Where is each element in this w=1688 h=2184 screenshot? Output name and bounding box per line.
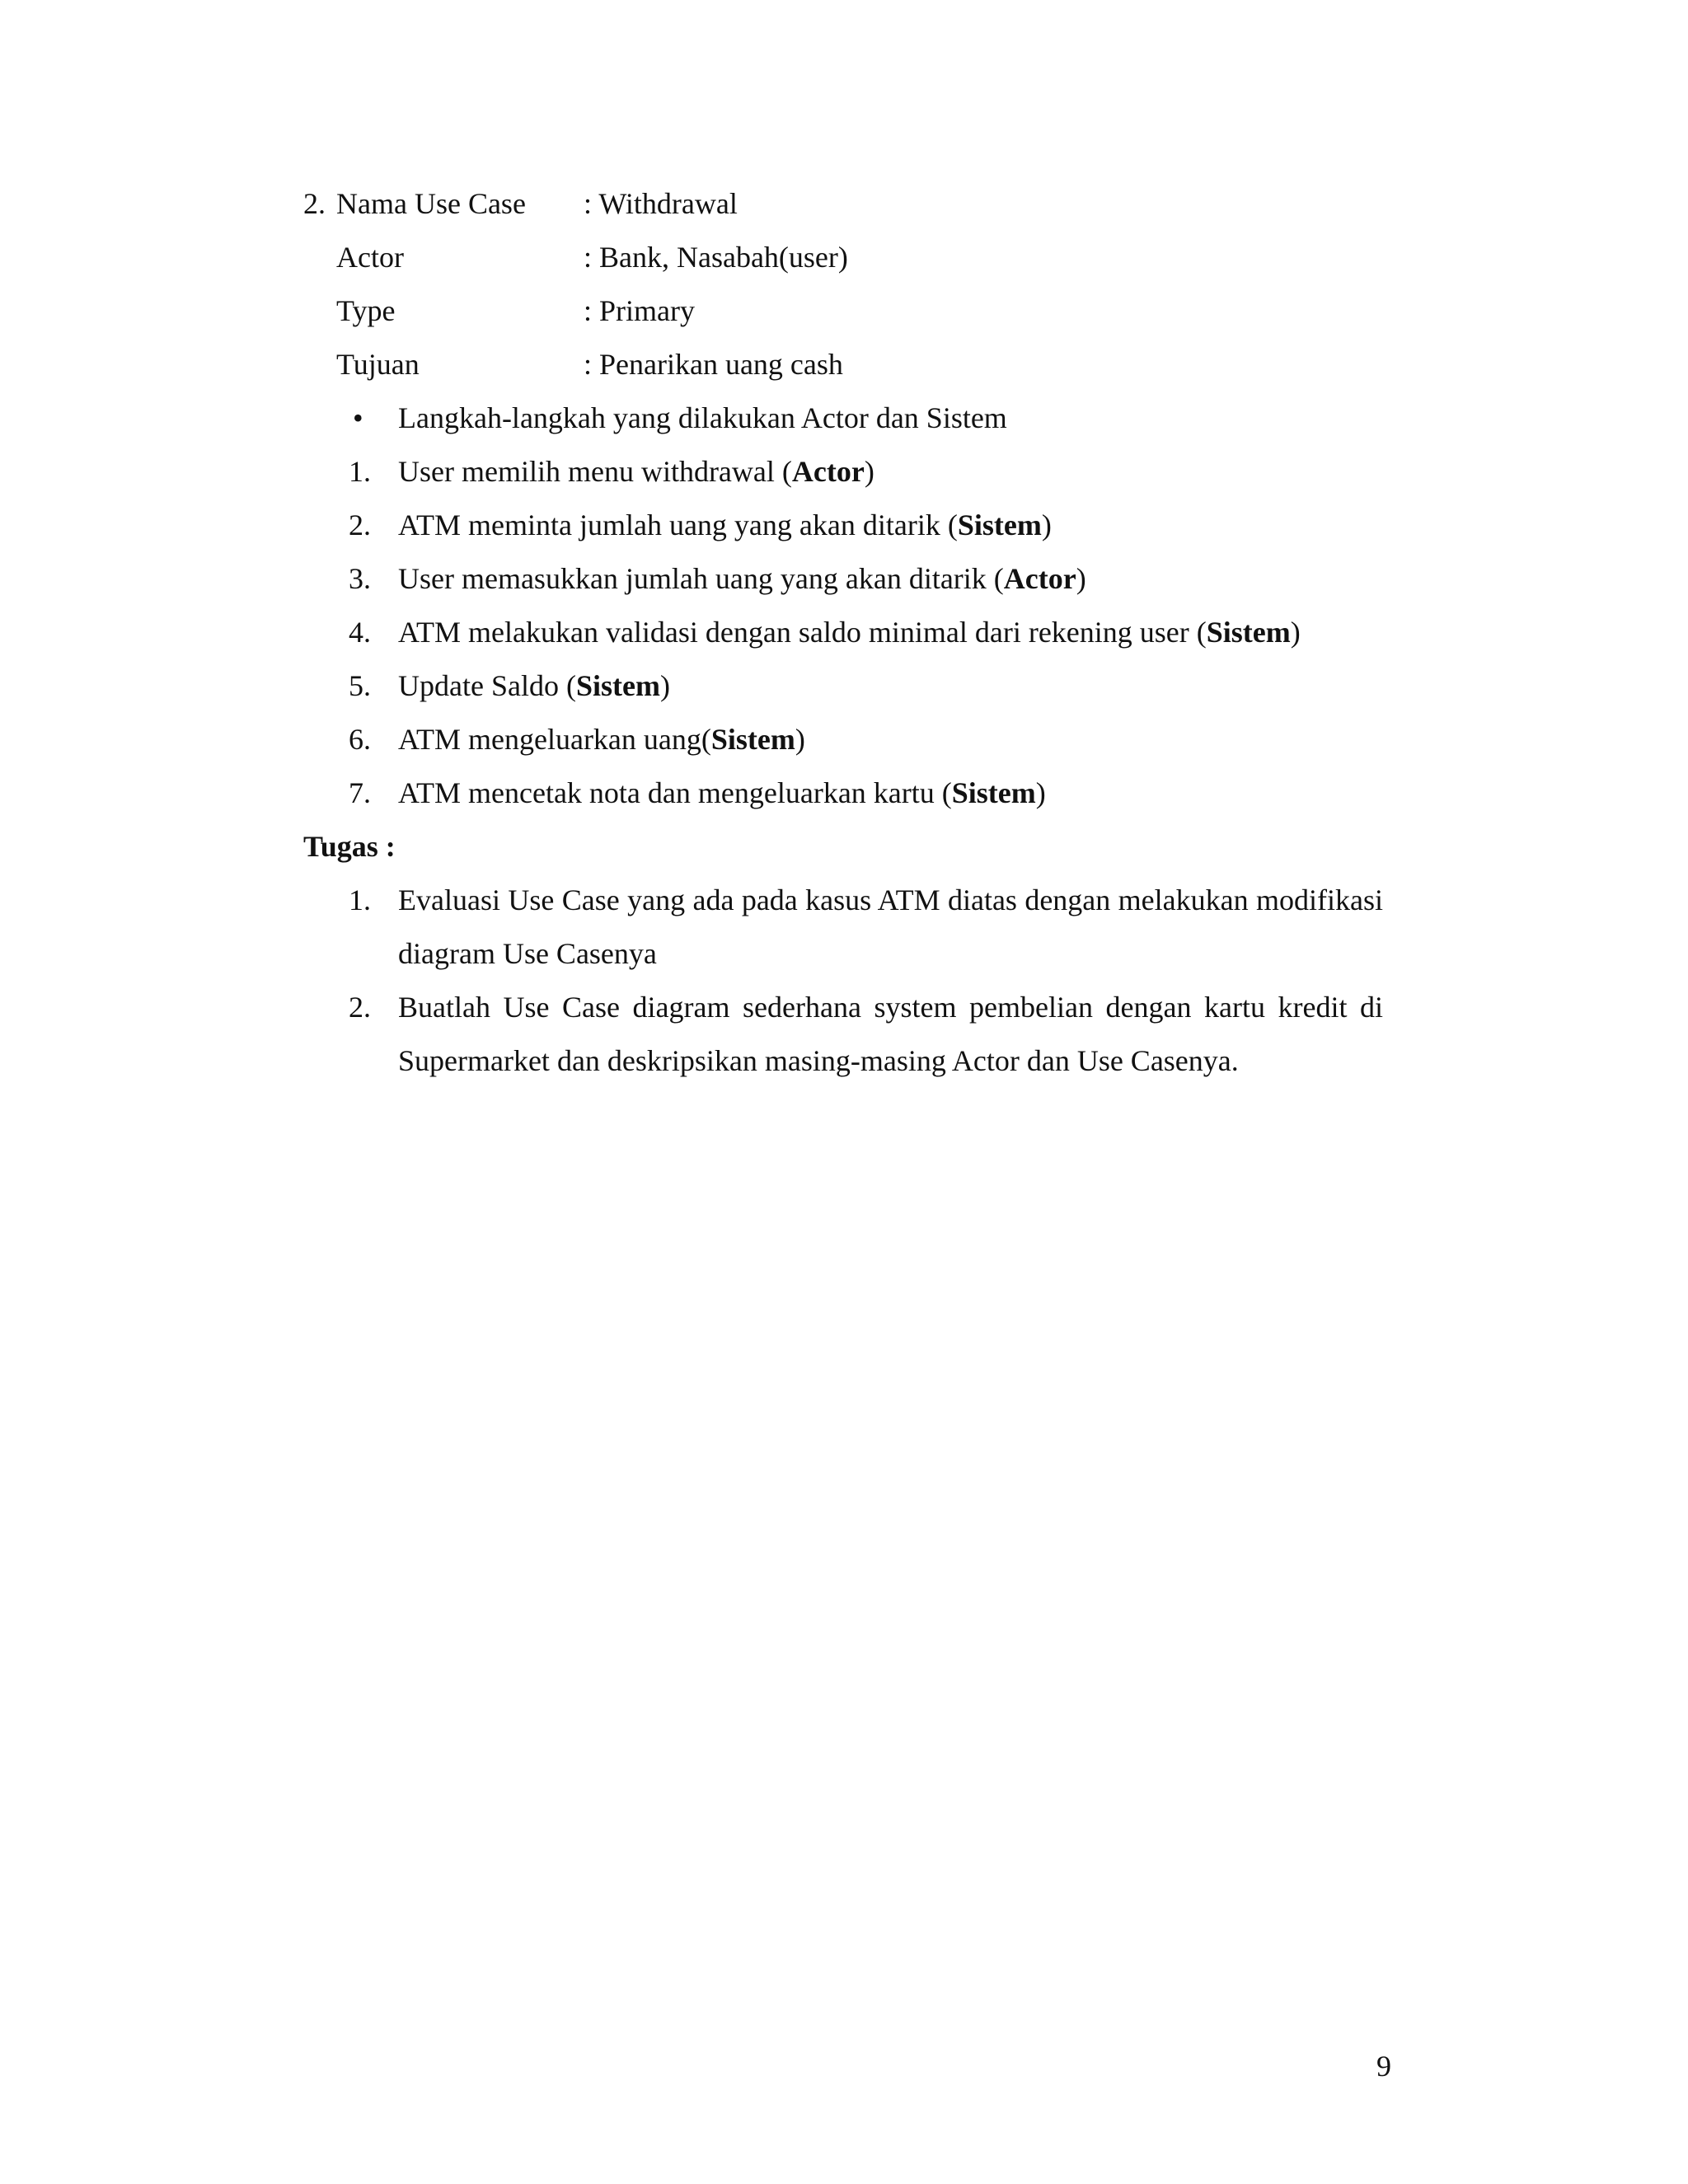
step-text: User memasukkan jumlah uang yang akan ditarik (Actor) [398,562,1086,595]
field-label: Actor [336,241,404,274]
step-number: 4. [349,616,371,649]
field-label: Tujuan [336,348,420,381]
field-value: : Penarikan uang cash [584,348,843,381]
task-number: 2. [349,991,371,1024]
list-item [303,606,1391,659]
list-item [303,499,1391,552]
field-value: : Withdrawal [584,187,738,220]
tujuan-row [303,338,1391,391]
task-item [303,874,1391,981]
bullet-icon: • [353,401,363,434]
field-label: Type [336,294,396,327]
task-text: Evaluasi Use Case yang ada pada kasus ATM diatas dengan melakukan modifikasi diagram Use Casenya [398,883,1383,970]
list-item [303,766,1391,820]
step-text: User memilih menu withdrawal (Actor) [398,455,874,488]
use-case-section [303,177,1391,1088]
list-item [303,552,1391,606]
type-row [303,284,1391,338]
task-text: Buatlah Use Case diagram sederhana system pembelian dengan kartu kredit di Supermarket dan deskripsikan masing-masing Actor dan Use Casenya. [398,991,1383,1077]
step-number: 5. [349,669,371,702]
use-case-name-row [303,177,1391,231]
steps-header-text: Langkah-langkah yang dilakukan Actor dan Sistem [398,401,1007,434]
step-number: 6. [349,723,371,756]
step-number: 7. [349,776,371,809]
step-text: ATM mencetak nota dan mengeluarkan kartu (Sistem) [398,776,1046,809]
step-text: Update Saldo (Sistem) [398,669,670,702]
list-item [303,713,1391,766]
page-number: 9 [1376,2050,1391,2083]
steps-header [303,391,1391,445]
step-text: ATM mengeluarkan uang(Sistem) [398,723,805,756]
task-number: 1. [349,883,371,916]
tugas-heading: Tugas : [303,830,396,863]
step-text: ATM meminta jumlah uang yang akan ditarik (Sistem) [398,509,1052,541]
step-number: 2. [349,509,371,541]
step-text: ATM melakukan validasi dengan saldo minimal dari rekening user (Sistem) [398,616,1301,649]
actor-row [303,231,1391,284]
field-value: : Primary [584,294,695,327]
field-value: : Bank, Nasabah(user) [584,241,848,274]
step-number: 1. [349,455,371,488]
field-label: Nama Use Case [336,187,526,220]
list-item [303,659,1391,713]
list-item [303,445,1391,499]
step-number: 3. [349,562,371,595]
use-case-number: 2. [303,187,326,220]
task-item [303,981,1391,1088]
